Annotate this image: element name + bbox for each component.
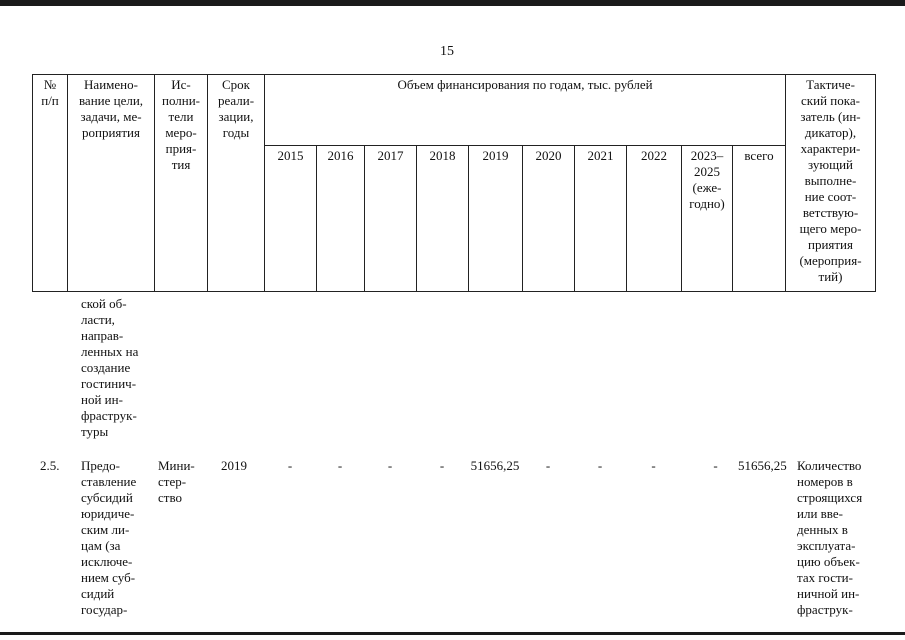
value-2022: - — [651, 458, 656, 473]
row-name: Предо- ставление субсидий юридиче- ским ли- цам (за исключе- нием суб- сидий государ- — [81, 458, 137, 617]
value-2016: - — [337, 458, 343, 473]
value-2019: 51656,25 — [470, 458, 520, 473]
page-number: 15 — [440, 44, 454, 59]
value-2020: - — [545, 458, 551, 473]
col-executors-header: Ис- полни- тели меро- прия- тия — [155, 75, 208, 292]
col-funding-header: Объем финансирования по годам, тыс. рублей — [265, 75, 786, 146]
year-2019-header: 2019 — [469, 146, 523, 292]
top-border — [0, 0, 905, 6]
year-2023-2025-header: 2023– 2025 (еже- годно) — [682, 146, 733, 292]
value-2015: - — [287, 458, 293, 473]
col-num-header: № п/п — [33, 75, 68, 292]
col-period-header: Срок реали- зации, годы — [208, 75, 265, 292]
year-2017-header: 2017 — [365, 146, 417, 292]
row-executor: Мини- стер- ство — [158, 458, 195, 505]
col-indicator-header: Тактиче- ский пока- затель (ин- дикатор), характери- зующий выполне- ние соот- ветствую- щего меро- приятия (мероприя- тий) — [786, 75, 876, 292]
year-2016-header: 2016 — [317, 146, 365, 292]
value-2023-2025: - — [713, 458, 718, 473]
value-2017: - — [387, 458, 393, 473]
continuation-text: ской об- ласти, направ- ленных на создание гостинич- ной ин- фраструк- туры — [81, 296, 139, 439]
year-2015-header: 2015 — [265, 146, 317, 292]
row-indicator: Количество номеров в строящихся или вве- денных в эксплуата- цию объек- тах гости- ничной ин- фраструк- — [797, 458, 863, 617]
bottom-border — [0, 632, 905, 635]
row-period: 2019 — [221, 458, 247, 473]
value-2018: - — [439, 458, 445, 473]
value-total: 51656,25 — [738, 458, 787, 473]
year-2020-header: 2020 — [523, 146, 575, 292]
year-2021-header: 2021 — [575, 146, 627, 292]
funding-table-header — [32, 74, 876, 292]
row-number: 2.5. — [40, 458, 60, 473]
value-2021: - — [597, 458, 603, 473]
year-2022-header: 2022 — [627, 146, 682, 292]
col-name-header: Наимено- вание цели, задачи, ме- роприятия — [68, 75, 155, 292]
total-header: всего — [733, 146, 786, 292]
year-2018-header: 2018 — [417, 146, 469, 292]
table-header — [32, 74, 876, 292]
